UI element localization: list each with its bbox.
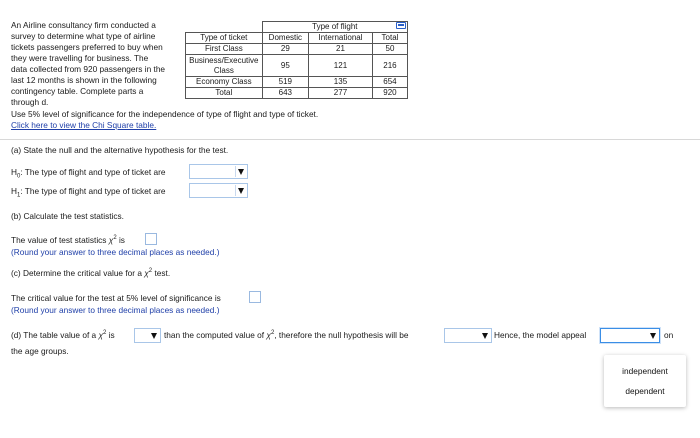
row-label: Economy Class <box>186 77 263 88</box>
part-d-line2: the age groups. <box>11 346 69 356</box>
model-appeal-dropdown[interactable] <box>600 328 660 343</box>
row-label: First Class <box>186 44 263 55</box>
is-text: is <box>108 330 115 340</box>
col-header: International <box>309 33 373 44</box>
intro-line-3: tickets passengers preferred to buy when <box>11 42 163 52</box>
h1-text: : The type of flight and type of ticket are <box>20 186 166 196</box>
row-label-part: Business/Executive <box>189 55 259 65</box>
col-header: Total <box>372 33 407 44</box>
table-row <box>186 55 408 77</box>
chevron-down-icon <box>151 333 157 339</box>
comparison-dropdown[interactable] <box>134 328 161 343</box>
h1-line <box>11 187 165 197</box>
test-statistic-label: The value of test statistics <box>11 235 107 245</box>
divider <box>0 139 700 140</box>
row-label-part: Class <box>213 65 234 75</box>
table-row <box>186 77 408 88</box>
h1-dropdown[interactable] <box>189 183 248 198</box>
intro-line-4: they were travelling for business. The <box>11 53 149 63</box>
chevron-down-icon <box>238 169 244 175</box>
null-hypothesis-dropdown[interactable] <box>444 328 492 343</box>
intro-line-2: survey to determine what type of airline <box>11 31 156 41</box>
col-header: Type of ticket <box>186 33 263 44</box>
square-sup: 2 <box>113 235 117 242</box>
hence-text: Hence, the model appeal <box>494 330 587 340</box>
test-statistic-input[interactable] <box>145 233 157 245</box>
square-sup: 2 <box>148 268 153 275</box>
part-d-middle <box>164 331 409 341</box>
chevron-down-icon <box>482 333 488 339</box>
part-b-hint: (Round your answer to three decimal places as needed.) <box>11 247 220 257</box>
intro-line-7: contingency table. Complete parts a <box>11 86 144 96</box>
table-cell: 920 <box>372 88 407 99</box>
significance-text: Use 5% level of significance for the independence of type of flight and type of ticket. <box>11 109 319 119</box>
intro-line-1: An Airline consultancy firm conducted a <box>11 20 156 30</box>
intro-line-8: through d. <box>11 97 49 107</box>
square-sup: 2 <box>270 330 275 337</box>
row-label <box>186 55 263 77</box>
table-row <box>186 44 408 55</box>
chi-symbol: χ <box>98 330 104 340</box>
part-c-prompt-text: (c) Determine the critical value for a <box>11 268 142 278</box>
h0-sub: 0 <box>17 173 21 180</box>
table-corner <box>186 22 263 33</box>
table-cell: 216 <box>372 55 407 77</box>
part-b-prompt: (b) Calculate the test statistics. <box>11 211 124 221</box>
critical-value-label: The critical value for the test at 5% level of significance is <box>11 293 221 303</box>
table-cell: 50 <box>372 44 407 55</box>
on-text: on <box>664 330 674 340</box>
part-d-text: , therefore the null hypothesis will be <box>274 330 409 340</box>
is-text: is <box>118 235 125 245</box>
table-cell: 21 <box>309 44 373 55</box>
table-cell: 277 <box>309 88 373 99</box>
table-cell: 643 <box>262 88 308 99</box>
header-row <box>186 33 408 44</box>
intro-line-5: data collected from 920 passengers in the <box>11 64 166 74</box>
test-statistic-line <box>11 236 125 246</box>
h0-line <box>11 168 165 178</box>
table-cell: 519 <box>262 77 308 88</box>
table-cell: 29 <box>262 44 308 55</box>
intro-line-6: last 12 months is shown in the following <box>11 75 157 85</box>
col-header: Domestic <box>262 33 308 44</box>
contingency-table <box>185 21 408 99</box>
chi-symbol: χ <box>266 330 271 340</box>
part-d-text: than the computed value of <box>164 330 265 340</box>
h0-label: H <box>11 167 17 177</box>
table-cell: 135 <box>309 77 373 88</box>
part-a-prompt: (a) State the null and the alternative hypothesis for the test. <box>11 145 229 155</box>
chi-symbol: χ <box>108 235 114 245</box>
menu-option-dependent[interactable]: dependent <box>625 386 665 396</box>
part-c-prompt <box>11 269 170 279</box>
h1-label: H <box>11 186 17 196</box>
table-cell: 654 <box>372 77 407 88</box>
h0-text: : The type of flight and type of ticket are <box>20 167 166 177</box>
expand-table-icon[interactable] <box>396 22 406 29</box>
row-label: Total <box>186 88 263 99</box>
test-text: test. <box>154 268 171 278</box>
dropdown-menu <box>604 355 686 407</box>
part-c-hint: (Round your answer to three decimal places as needed.) <box>11 305 220 315</box>
h0-dropdown[interactable] <box>189 164 248 179</box>
part-d-text: (d) The table value of a <box>11 330 97 340</box>
h1-sub: 1 <box>17 192 21 199</box>
critical-value-input[interactable] <box>249 291 261 303</box>
group-header: Type of flight <box>262 22 407 33</box>
chevron-down-icon <box>238 188 244 194</box>
menu-option-independent[interactable]: independent <box>622 366 668 376</box>
table-cell: 95 <box>262 55 308 77</box>
chi-square-table-link[interactable]: Click here to view the Chi Square table. <box>11 120 157 130</box>
square-sup: 2 <box>103 330 107 337</box>
chi-symbol: χ <box>144 268 149 278</box>
part-d-start <box>11 331 115 341</box>
chevron-down-icon <box>650 333 656 339</box>
table-row <box>186 88 408 99</box>
table-cell: 121 <box>309 55 373 77</box>
